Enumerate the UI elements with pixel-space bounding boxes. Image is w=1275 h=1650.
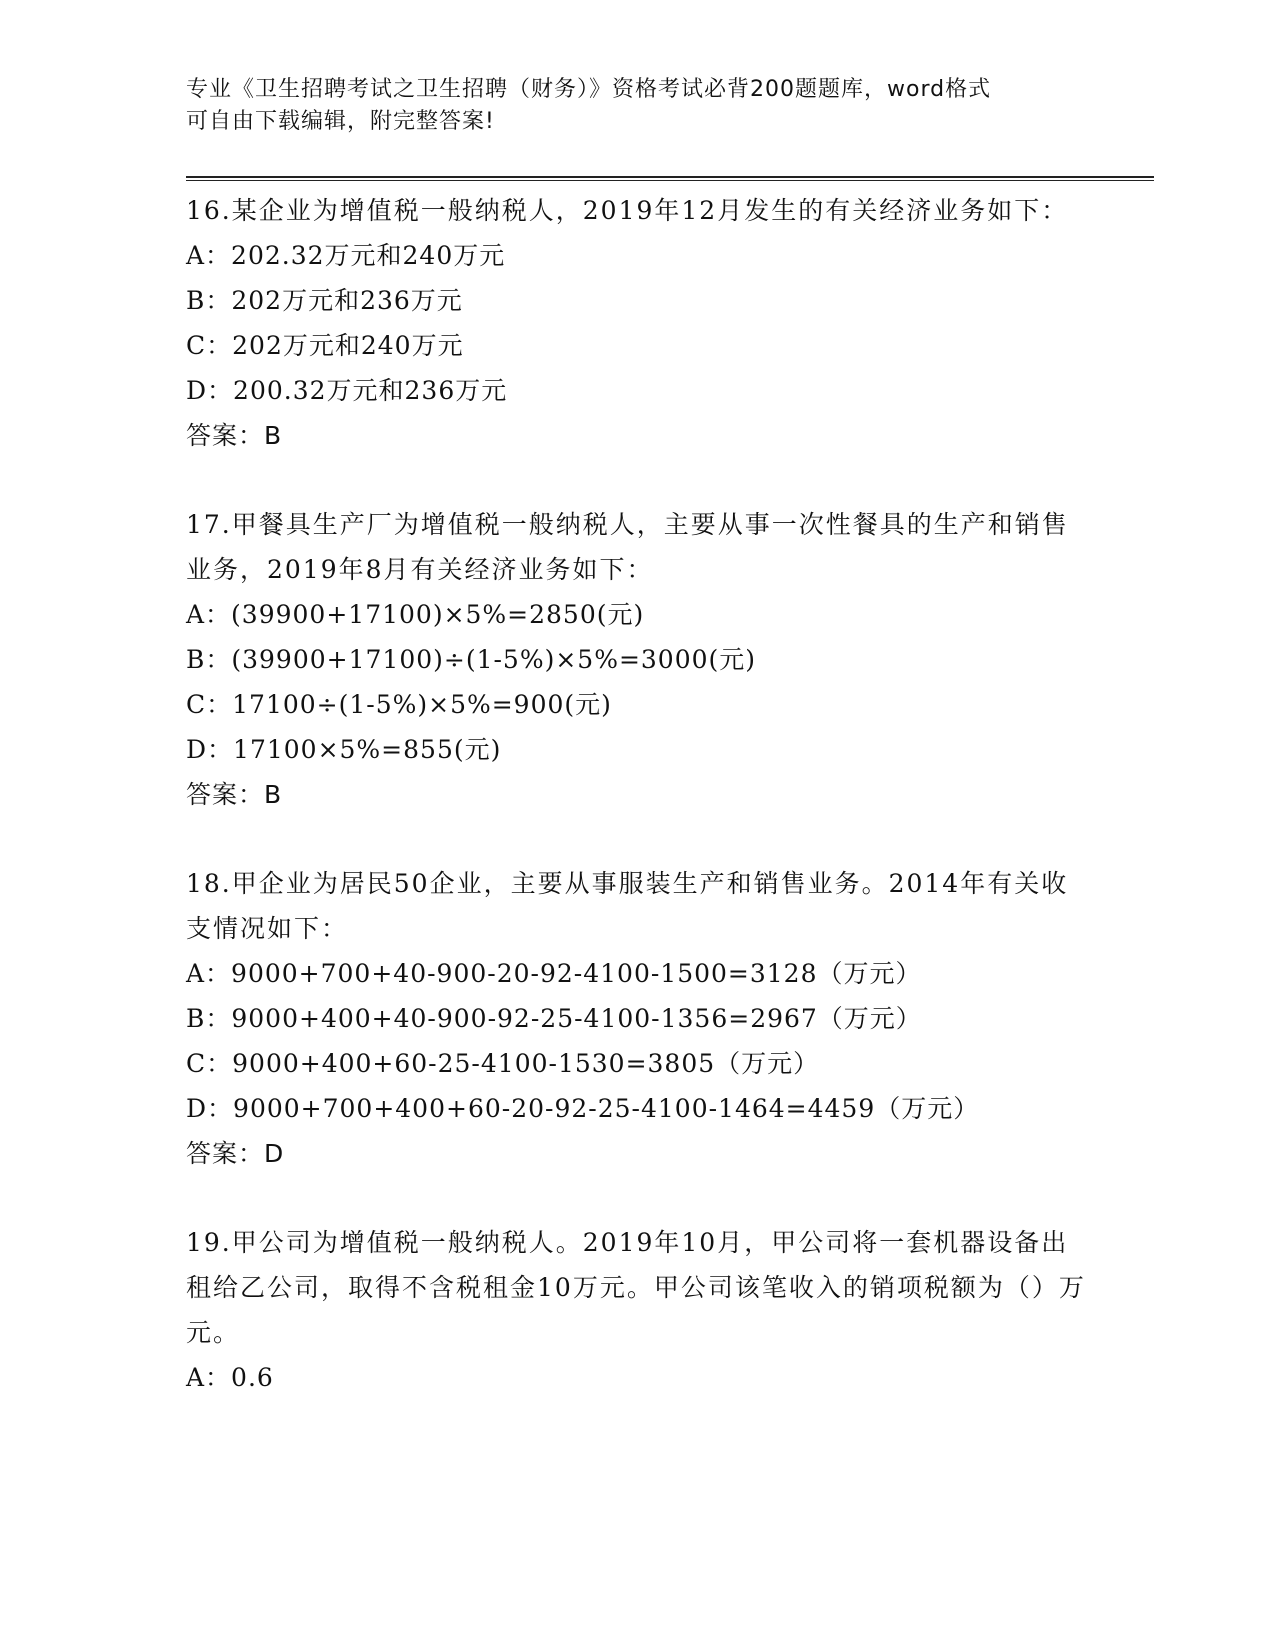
header-divider: [186, 176, 1154, 181]
option-a: A：9000+700+40-900-20-92-4100-1500=3128（万元）: [186, 959, 922, 988]
option-d: D：17100×5%=855(元): [186, 735, 502, 764]
option-a: A：0.6: [186, 1363, 274, 1392]
option-c: C：17100÷(1-5%)×5%=900(元): [186, 690, 612, 719]
option-d: D：9000+700+400+60-20-92-25-4100-1464=4459（万元）: [186, 1094, 980, 1123]
answer-label: 答案：B: [186, 780, 283, 809]
option-a: A：(39900+17100)×5%=2850(元): [186, 600, 645, 629]
question-stem: 16.某企业为增值税一般纳税人，2019年12月发生的有关经济业务如下：: [186, 196, 1069, 225]
option-b: B：(39900+17100)÷(1-5%)×5%=3000(元): [186, 645, 757, 674]
option-b: B：202万元和236万元: [186, 286, 463, 315]
option-a: A：202.32万元和240万元: [186, 241, 506, 270]
answer-label: 答案：D: [186, 1139, 285, 1168]
option-c: C：9000+400+60-25-4100-1530=3805（万元）: [186, 1049, 820, 1078]
option-d: D：200.32万元和236万元: [186, 376, 508, 405]
question-stem: 19.甲公司为增值税一般纳税人。2019年10月，甲公司将一套机器设备出租给乙公司，取得不含税租金10万元。甲公司该笔收入的销项税额为（）万元。: [186, 1228, 1086, 1347]
question-stem: 18.甲企业为居民50企业，主要从事服装生产和销售业务。2014年有关收支情况如下：: [186, 869, 1069, 943]
question-16: [186, 188, 1086, 458]
answer-label: 答案：B: [186, 421, 283, 450]
question-17: [186, 502, 1086, 817]
question-18: [186, 861, 1086, 1176]
option-c: C：202万元和240万元: [186, 331, 464, 360]
header-title-line-2: 可自由下载编辑，附完整答案!: [186, 109, 495, 134]
question-19: [186, 1220, 1086, 1400]
document-header: [186, 74, 1066, 138]
header-title-line-1: 专业《卫生招聘考试之卫生招聘（财务）》资格考试必背200题题库，word格式: [186, 77, 992, 102]
option-b: B：9000+400+40-900-92-25-4100-1356=2967（万元）: [186, 1004, 922, 1033]
question-list: [186, 188, 1086, 1444]
question-stem: 17.甲餐具生产厂为增值税一般纳税人，主要从事一次性餐具的生产和销售业务，2019年8月有关经济业务如下：: [186, 510, 1069, 584]
